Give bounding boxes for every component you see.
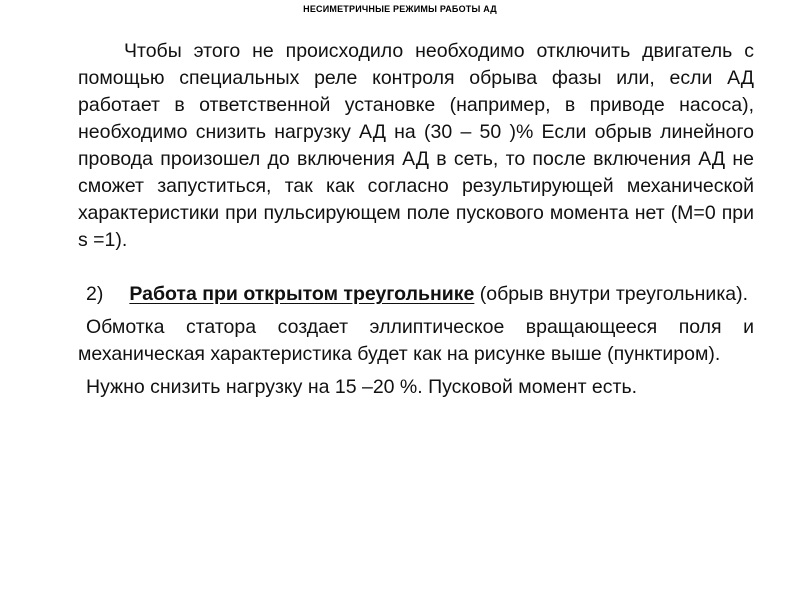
paragraph-load-reduction: Нужно снизить нагрузку на 15 –20 %. Пусковой момент есть. xyxy=(86,376,638,398)
list-item-number: 2) xyxy=(86,283,104,305)
paragraph-open-delta xyxy=(78,281,754,308)
slide-header-title: НЕСИМЕТРИЧНЫЕ РЕЖИМЫ РАБОТЫ АД xyxy=(303,4,497,14)
paragraph-phase-break-protection: Чтобы этого не происходило необходимо отключить двигатель с помощью специальных реле контроля обрыва фазы или, если АД работает в ответственной установке (например, в приводе насоса), необходимо снизить нагрузку АД на (30 – 50 )% Если обрыв линейного провода произошел до включения АД в сеть, то после включения АД не сможет запуститься, так как согласно результирующей механической характеристики при пульсирующем поле пускового момента нет (М=0 при s =1). xyxy=(78,40,754,251)
section-title-remainder: (обрыв внутри треугольника). xyxy=(474,283,749,305)
slide-body xyxy=(78,38,754,401)
section-title-open-delta: Работа при открытом треугольнике xyxy=(129,283,475,305)
paragraph-stator-winding: Обмотка статора создает эллиптическое вращающееся поля и механическая характеристика будет как на рисунке выше (пунктиром). xyxy=(78,316,754,365)
